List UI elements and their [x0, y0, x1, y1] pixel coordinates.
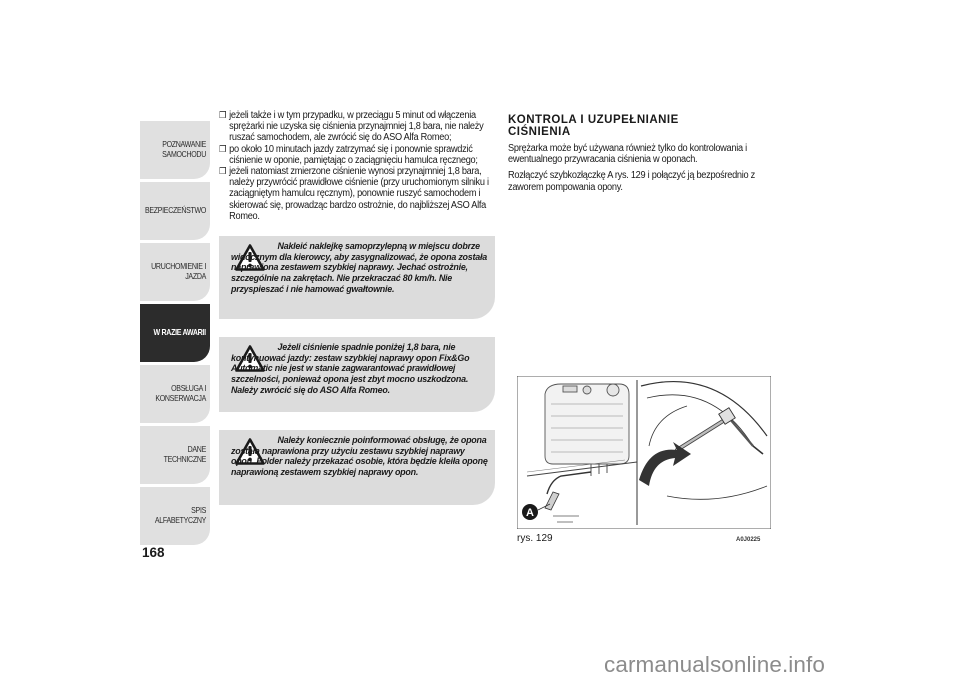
body-paragraph: Sprężarka może być używana również tylko do kontrolowania i ewentualnego przywracania ciśnienia w oponach. [508, 143, 747, 166]
tab-dane-techniczne[interactable] [140, 426, 210, 484]
tab-label: DANE TECHNICZNE [163, 445, 206, 464]
tab-label: W RAZIE AWARII [153, 328, 206, 337]
compressor-illustration [517, 376, 771, 529]
left-column [219, 110, 495, 505]
figure-compressor-connection [517, 376, 771, 529]
list-item [219, 144, 501, 166]
warning-box [219, 337, 495, 412]
watermark: carmanualsonline.info [604, 652, 825, 677]
list-item [219, 166, 501, 222]
page-number: 168 [142, 545, 165, 560]
warning-box [219, 236, 495, 319]
section-tabs [140, 121, 210, 548]
right-column [508, 115, 773, 193]
section-heading [508, 115, 773, 138]
tab-obsluga-i-konserwacja[interactable] [140, 365, 210, 423]
tab-bezpieczenstwo[interactable] [140, 182, 210, 240]
list-item [219, 110, 501, 144]
tab-label: POZNAWANIE SAMOCHODU [162, 140, 206, 159]
bullet-text: jeżeli natomiast zmierzone ciśnienie wynosi przynajmniej 1,8 bara, należy przywrócić prawidłowe ciśnienie (przy uruchomionym silniku i zaciągniętym hamulcu ręcznym), ponownie ruszyć samochodem i skierować się, prowadząc bardzo ostrożnie, do najbliższej ASO Alfa Romeo. [229, 166, 489, 222]
checkbox-bullet-icon: ❒ [219, 166, 227, 177]
checkbox-bullet-icon: ❒ [219, 110, 227, 120]
tab-poznawanie-samochodu[interactable] [140, 121, 210, 179]
compressor-case [545, 384, 629, 464]
tab-label: BEZPIECZEŃSTWO [144, 206, 206, 215]
checkbox-bullet-icon: ❒ [219, 143, 227, 154]
warning-text: Jeżeli ciśnienie spadnie poniżej 1,8 bara, nie kontynuować jazdy: zestaw szybkiej naprawy opon Fix&Go Automatic nie jest w stanie zagwarantować prawidłowej szczelności, ponieważ opona jest zbyt mocno uszkodzona. Należy zwrócić się do ASO Alfa Romeo. [231, 342, 470, 396]
warning-text: Należy koniecznie poinformować obsługę, że opona została naprawiona przy użyciu zestawu szybkiej naprawy opon. Folder należy przekazać osobie, która będzie kleiła oponę naprawioną zestawem szybkiej naprawy opon. [231, 435, 488, 479]
tab-w-razie-awarii[interactable] [140, 304, 210, 362]
figure-caption: rys. 129 [517, 533, 553, 544]
bullet-text: jeżeli także i w tym przypadku, w przeciągu 5 minut od włączenia sprężarki nie uzyska się ciśnienia przynajmniej 1,8 bara, nie należy ruszać samochodem, ale zwrócić się do ASO Alfa Romeo; [229, 110, 484, 144]
tab-label: URUCHOMIENIE I JAZDA [151, 262, 206, 281]
bullet-text: po około 10 minutach jazdy zatrzymać się i ponownie sprawdzić ciśnienie w oponie, pamiętając o zaciągnięciu hamulca ręcznego; [229, 143, 478, 166]
heading-line: KONTROLA I UZUPEŁNIANIE [508, 114, 679, 126]
figure-code: A0J0225 [736, 537, 761, 543]
warning-box [219, 430, 495, 505]
tab-spis-alfabetyczny[interactable] [140, 487, 210, 545]
tab-label: OBSŁUGA I KONSERWACJA [155, 384, 206, 403]
tab-label: SPIS ALFABETYCZNY [154, 506, 206, 525]
tab-uruchomienie-i-jazda[interactable] [140, 243, 210, 301]
callout-a-label: A [526, 507, 534, 519]
bullet-list [219, 110, 495, 222]
heading-line: CIŚNIENIA [508, 125, 571, 138]
body-paragraph: Rozłączyć szybkozłączkę A rys. 129 i połączyć ją bezpośrednio z zaworem pompowania opony. [508, 170, 755, 193]
warning-text: Nakleić naklejkę samoprzylepną w miejscu dobrze widocznym dla kierowcy, aby zasygnalizować, że opona została naprawiona zestawem szybkiej naprawy. Jechać ostrożnie, szczególnie na zakrętach. Nie przekraczać 80 km/h. Nie przyspieszać i nie hamować gwałtownie. [231, 241, 487, 295]
